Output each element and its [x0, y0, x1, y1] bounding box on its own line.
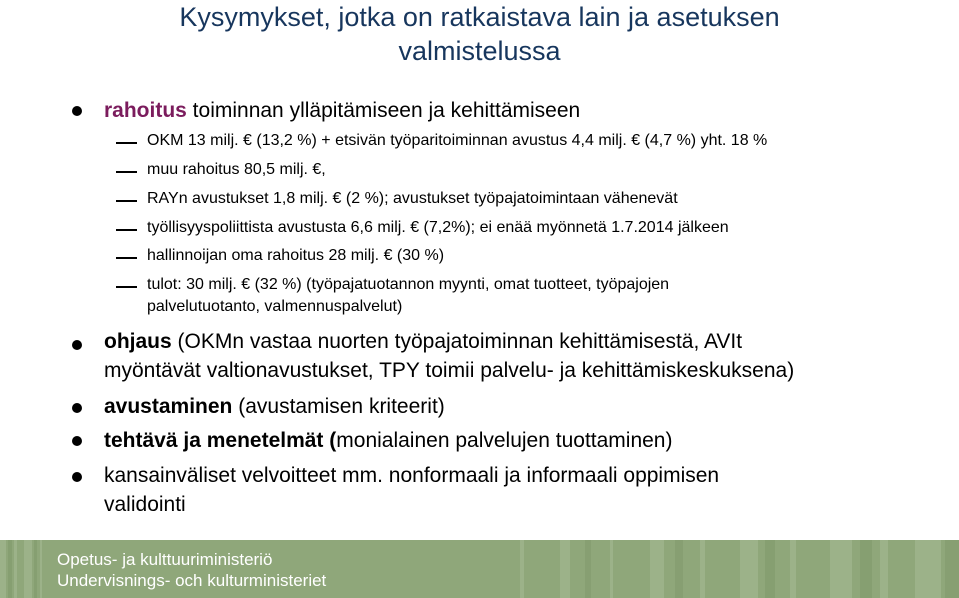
bullet-lead: rahoitus	[104, 99, 187, 122]
sub-item: RAYn avustukset 1,8 milj. € (2 %); avustukset työpajatoimintaan vähenevät	[147, 190, 678, 207]
bullet-avustaminen	[104, 392, 445, 422]
bullet-tehtava	[104, 426, 672, 456]
bullet-icon	[72, 403, 82, 413]
bullet-text: monialainen palvelujen tuottaminen)	[336, 429, 673, 452]
bullet-icon	[72, 340, 82, 350]
footer-ministry-finnish: Opetus- ja kulttuuriministeriö	[57, 550, 273, 569]
sub-item: hallinnoijan oma rahoitus 28 milj. € (30 %)	[147, 247, 445, 264]
bullet-icon	[72, 106, 82, 116]
footer-ministry-swedish: Undervisnings- och kulturministeriet	[57, 571, 327, 590]
dash-icon	[116, 229, 137, 231]
dash-icon	[116, 286, 137, 288]
bullet-lead: avustaminen	[104, 395, 233, 418]
dash-icon	[116, 142, 137, 144]
sub-item-continuation: palvelutuotanto, valmennuspalvelut)	[147, 298, 403, 315]
sub-item: tulot: 30 milj. € (32 %) (työpajatuotannon myynti, omat tuotteet, työpajojen	[147, 276, 670, 293]
bullet-kansainvaliset: kansainväliset velvoitteet mm. nonformaali ja informaali oppimisen	[104, 464, 720, 487]
bullet-text: (avustamisen kriteerit)	[232, 395, 445, 418]
dash-icon	[116, 200, 137, 202]
footer-banner	[0, 540, 959, 598]
bullet-lead: ohjaus	[104, 330, 172, 353]
dash-icon	[116, 257, 137, 259]
title-line-2: valmistelussa	[398, 36, 561, 66]
bullet-icon	[72, 436, 82, 446]
bullet-icon	[72, 472, 82, 482]
bullet-text: toiminnan ylläpitämiseen ja kehittämiseen	[186, 99, 581, 122]
bullet-rahoitus	[104, 96, 580, 126]
bullet-text: (OKMn vastaa nuorten työpajatoiminnan kehittämisestä, AVIt	[171, 330, 743, 353]
title-line-1: Kysymykset, jotka on ratkaistava lain ja asetuksen	[179, 2, 780, 32]
sub-item: työllisyyspoliittista avustusta 6,6 milj. € (7,2%); ei enää myönnetä 1.7.2014 jälkeen	[147, 219, 729, 236]
sub-item: OKM 13 milj. € (13,2 %) + etsivän työparitoiminnan avustus 4,4 milj. € (4,7 %) yht. 18 %	[147, 132, 768, 149]
bullet-lead: tehtävä ja menetelmät (	[104, 429, 337, 452]
bullet-ohjaus	[104, 327, 742, 357]
bullet-kansainvaliset-line-2: validointi	[104, 493, 186, 516]
bullet-ohjaus-line-2: myöntävät valtionavustukset, TPY toimii palvelu- ja kehittämiskeskuksena)	[104, 359, 795, 382]
sub-item: muu rahoitus 80,5 milj. €,	[147, 161, 326, 178]
dash-icon	[116, 171, 137, 173]
